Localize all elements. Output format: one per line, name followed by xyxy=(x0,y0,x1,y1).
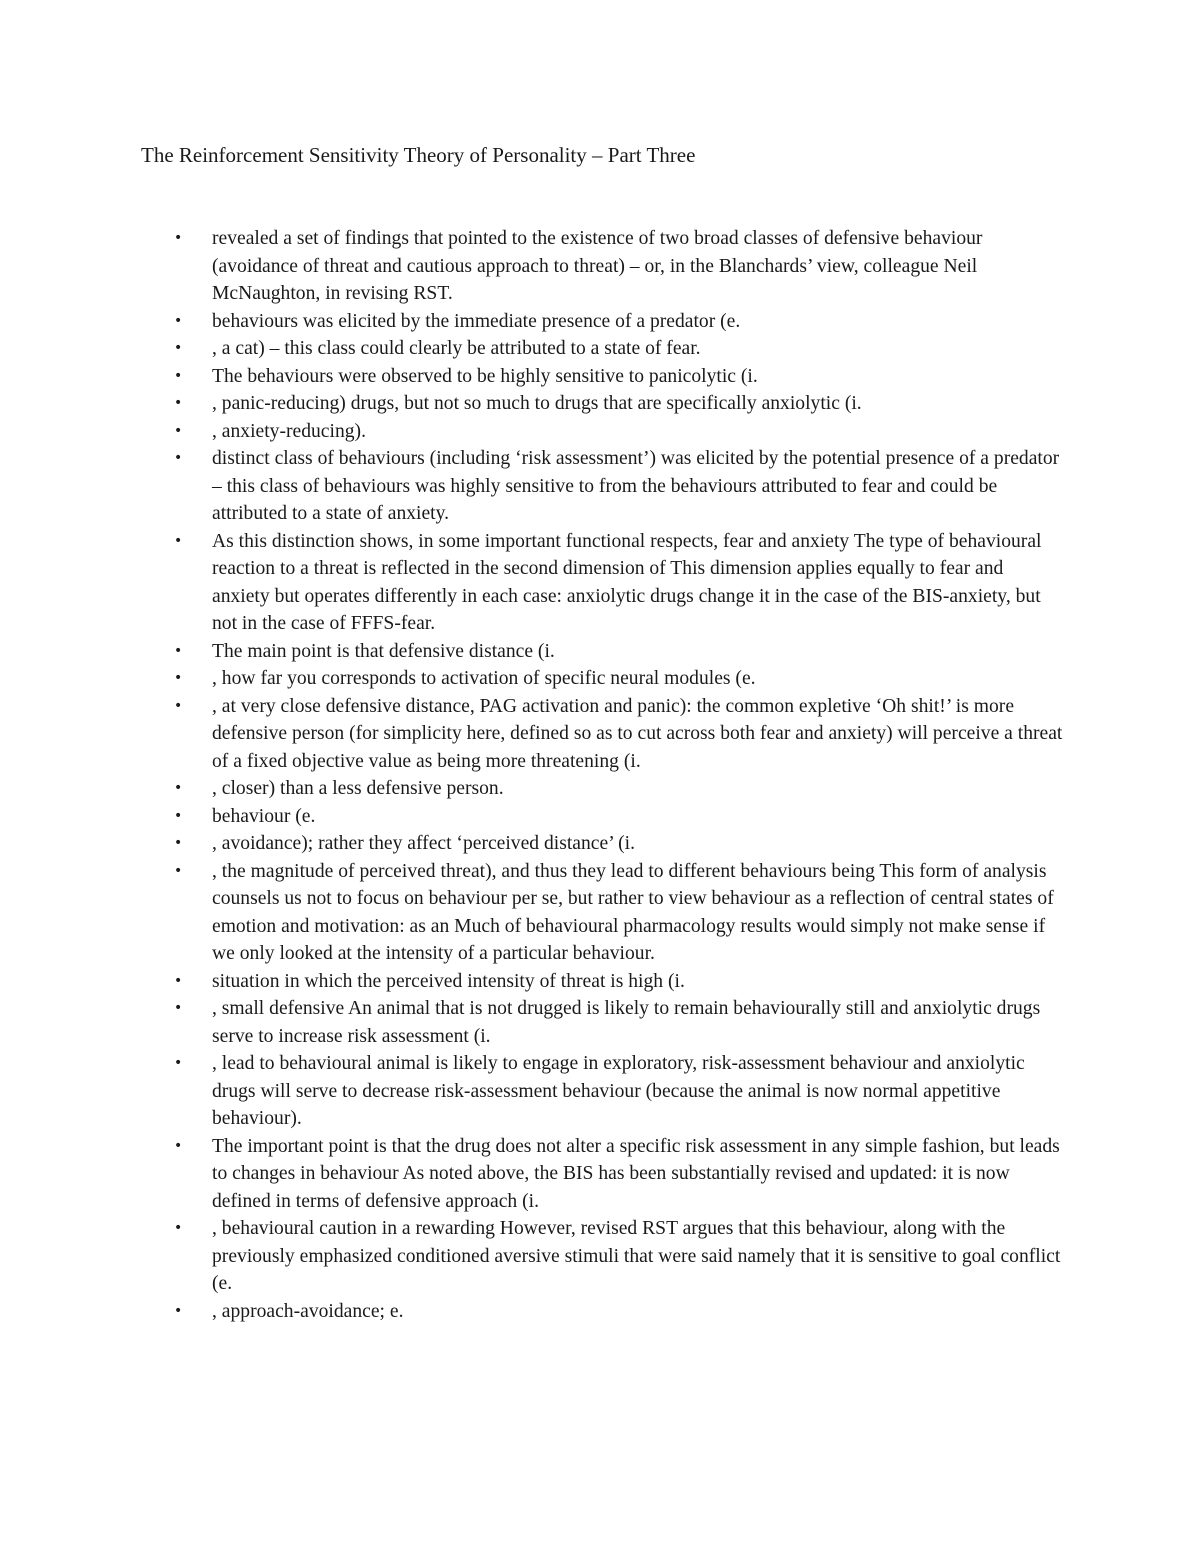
list-item-text: As this distinction shows, in some important functional respects, fear and anxiety The type of behavioural reaction to a threat is reflected in the second dimension of This dimension applies equally to fear and anxiety but operates differently in each case: anxiolytic drugs change it in the case of the BIS-anxiety, but not in the case of FFFS-fear. xyxy=(212,530,1042,634)
list-item xyxy=(0,335,1200,363)
bullet-dot-icon: • xyxy=(174,670,183,686)
list-item xyxy=(0,638,1200,666)
list-item xyxy=(0,390,1200,418)
list-item-text: The important point is that the drug does not alter a specific risk assessment in any simple fashion, but leads to changes in behaviour As noted above, the BIS has been substantially revised and updated: it is now defined in terms of defensive approach (i. xyxy=(212,1135,1060,1212)
list-item-text: , at very close defensive distance, PAG activation and panic): the common expletive ‘Oh shit!’ is more defensive person (for simplicity here, defined so as to cut across both fear and anxiety) will perceive a threat of a fixed objective value as being more threatening (i. xyxy=(212,695,1063,772)
bullet-dot-icon: • xyxy=(174,450,183,466)
bullet-dot-icon: • xyxy=(174,697,183,714)
bullet-dot-icon: • xyxy=(174,642,183,659)
list-item-text: The behaviours were observed to be highly sensitive to panicolytic (i. xyxy=(212,365,758,387)
list-item xyxy=(0,830,1200,858)
list-item xyxy=(0,528,1200,638)
list-item-text: , how far you corresponds to activation of specific neural modules (e. xyxy=(212,668,756,689)
list-item xyxy=(0,665,1200,693)
list-item xyxy=(0,445,1200,528)
bullet-dot-icon: • xyxy=(174,862,183,879)
list-item xyxy=(0,363,1200,391)
list-item xyxy=(0,225,1200,308)
bullet-dot-icon: • xyxy=(174,1137,183,1154)
list-item-text: behaviour (e. xyxy=(212,805,316,827)
list-item xyxy=(0,1050,1200,1133)
bullet-dot-icon: • xyxy=(174,1220,183,1236)
list-item-text: , anxiety-reducing). xyxy=(212,420,366,442)
list-item xyxy=(0,418,1200,446)
list-item-text: , a cat) – this class could clearly be attributed to a state of fear. xyxy=(212,338,701,359)
bullet-dot-icon: • xyxy=(174,395,183,411)
list-item-text: situation in which the perceived intensity of threat is high (i. xyxy=(212,970,685,992)
list-item xyxy=(0,308,1200,336)
bullet-dot-icon: • xyxy=(174,422,183,439)
list-item-text: , the magnitude of perceived threat), and thus they lead to different behaviours being This form of analysis counsels us not to focus on behaviour per se, but rather to view behaviour as a reflection of central states of emotion and motivation: as an Much of behavioural pharmacology results would simply not make sense if we only looked at the intensity of a particular behaviour. xyxy=(212,860,1054,964)
list-item xyxy=(0,1298,1200,1326)
bullet-dot-icon: • xyxy=(174,780,183,796)
list-item xyxy=(0,995,1200,1050)
bullet-list xyxy=(0,225,1200,1325)
list-item xyxy=(0,775,1200,803)
bullet-dot-icon: • xyxy=(174,807,183,824)
bullet-dot-icon: • xyxy=(174,1055,183,1071)
bullet-dot-icon: • xyxy=(174,367,183,384)
bullet-dot-icon: • xyxy=(174,972,183,989)
list-item-text: revealed a set of findings that pointed to the existence of two broad classes of defensive behaviour (avoidance of threat and cautious approach to threat) – or, in the Blanchards’ view, colleague Neil McNaughton, in revising RST. xyxy=(212,228,983,304)
bullet-dot-icon: • xyxy=(174,1000,183,1016)
list-item xyxy=(0,968,1200,996)
bullet-dot-icon: • xyxy=(174,312,183,329)
list-item-text: , closer) than a less defensive person. xyxy=(212,778,504,799)
list-item-text: The main point is that defensive distance (i. xyxy=(212,640,555,662)
bullet-dot-icon: • xyxy=(174,230,183,246)
bullet-dot-icon: • xyxy=(174,532,183,549)
list-item-text: , approach-avoidance; e. xyxy=(212,1300,404,1322)
list-item xyxy=(0,693,1200,776)
bullet-dot-icon: • xyxy=(174,340,183,356)
list-item-text: , behavioural caution in a rewarding However, revised RST argues that this behaviour, along with the previously emphasized conditioned aversive stimuli that were said namely that it is sensitive to goal conflict (e. xyxy=(212,1218,1061,1294)
list-item-text: , lead to behavioural animal is likely to engage in exploratory, risk-assessment behaviour and anxiolytic drugs will serve to decrease risk-assessment behaviour (because the animal is now normal appetitive behaviour). xyxy=(212,1053,1025,1129)
list-item-text: behaviours was elicited by the immediate presence of a predator (e. xyxy=(212,310,741,332)
list-item xyxy=(0,1133,1200,1216)
bullet-dot-icon: • xyxy=(174,1302,183,1319)
list-item xyxy=(0,858,1200,968)
document-title: The Reinforcement Sensitivity Theory of Personality – Part Three xyxy=(141,143,696,167)
list-item-text: distinct class of behaviours (including ‘risk assessment’) was elicited by the potential presence of a predator – this class of behaviours was highly sensitive to from the behaviours attributed to fear and could be attributed to a state of anxiety. xyxy=(212,448,1060,524)
list-item xyxy=(0,803,1200,831)
list-item-text: , panic-reducing) drugs, but not so much to drugs that are specifically anxiolytic (i. xyxy=(212,393,862,414)
bullet-dot-icon: • xyxy=(174,835,183,851)
list-item xyxy=(0,1215,1200,1298)
list-item-text: , avoidance); rather they affect ‘perceived distance’ (i. xyxy=(212,833,636,854)
list-item-text: , small defensive An animal that is not drugged is likely to remain behaviourally still and anxiolytic drugs serve to increase risk assessment (i. xyxy=(212,998,1041,1047)
